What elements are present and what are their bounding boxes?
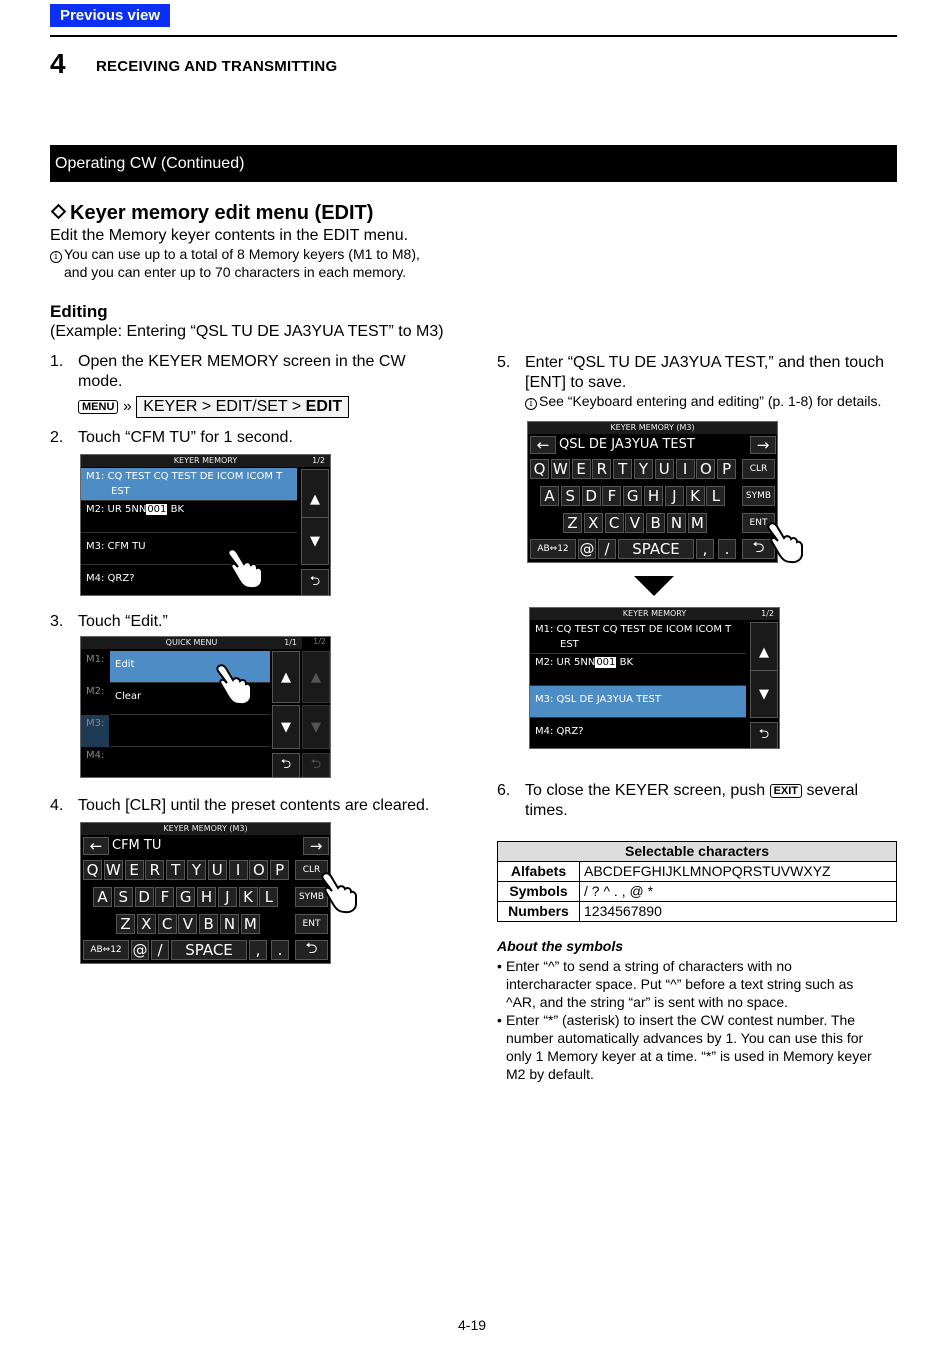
key-dot[interactable]: .	[271, 940, 289, 960]
menu-item-clear[interactable]: Clear	[110, 683, 270, 715]
cursor-left-button[interactable]: ←	[530, 436, 556, 454]
step-5-note-text: See “Keyboard entering and editing” (p. 1-8) for details.	[539, 393, 882, 409]
key-o[interactable]: O	[249, 860, 268, 880]
top-rule	[50, 35, 897, 37]
m2-text: M2: UR 5NN	[86, 504, 147, 515]
memory-row-m2[interactable]	[81, 501, 297, 533]
back-button[interactable]: ⮌	[750, 722, 778, 749]
cursor-right-button[interactable]: →	[303, 837, 329, 855]
key-k[interactable]: K	[686, 486, 705, 506]
cursor-left-button[interactable]: ←	[83, 837, 109, 855]
memory-row-m3[interactable]: M3: CFM TU	[81, 533, 297, 565]
kb1-header: KEYER MEMORY (M3)	[81, 823, 330, 835]
bullet-line: Enter “^” to send a string of characters with no	[506, 958, 792, 974]
step-5-note	[525, 392, 881, 410]
menu-key: MENU	[78, 400, 118, 414]
space-button[interactable]: SPACE	[618, 539, 694, 559]
hand-pointer-icon	[766, 520, 806, 564]
key-b[interactable]: B	[646, 513, 665, 533]
menu-item-empty-1	[110, 715, 270, 747]
step-6-text	[525, 781, 858, 801]
section-bar: Operating CW (Continued)	[50, 145, 897, 182]
note-line-1	[50, 245, 420, 263]
about-bullet-2	[497, 1011, 902, 1083]
exit-key: EXIT	[770, 784, 802, 798]
behind-m2: M2:	[86, 686, 105, 697]
about-title: About the symbols	[497, 938, 624, 954]
down-triangle-icon	[634, 576, 674, 596]
menu-scroll-down-button[interactable]: ▼	[272, 705, 300, 749]
step-5-text: Enter “QSL TU DE JA3YUA TEST,” and then touch	[525, 354, 884, 371]
table-row	[498, 902, 897, 922]
memory-row-m2[interactable]	[530, 654, 746, 686]
key-d[interactable]: D	[582, 486, 601, 506]
key-o[interactable]: O	[696, 459, 715, 479]
key-v[interactable]: V	[625, 513, 644, 533]
key-z[interactable]: Z	[116, 914, 135, 934]
scroll-down-button[interactable]: ▼	[750, 670, 778, 718]
quick-menu-title: QUICK MENU	[165, 638, 218, 647]
key-q[interactable]: Q	[530, 459, 549, 479]
m2-highlight: 001	[596, 657, 616, 668]
screen-page: 1/2	[761, 609, 774, 618]
back-button[interactable]: ⮌	[301, 569, 329, 596]
step-6-number: 6.	[497, 782, 511, 799]
about-bullet-1	[497, 957, 902, 1011]
key-comma[interactable]: ,	[696, 539, 714, 559]
menu-item-empty-2	[110, 747, 270, 778]
key-h[interactable]: H	[644, 486, 663, 506]
step-4-text: Touch [CLR] until the preset contents are cleared.	[78, 797, 430, 814]
heading-text: Keyer memory edit menu (EDIT)	[70, 202, 374, 224]
info-icon: i	[525, 398, 537, 410]
space-button[interactable]: SPACE	[171, 940, 247, 960]
behind-page: 1/2	[313, 637, 326, 646]
menu-path-text: KEYER > EDIT/SET >	[143, 398, 306, 415]
key-t[interactable]: T	[613, 459, 632, 479]
page-number: 4-19	[458, 1317, 487, 1333]
key-v[interactable]: V	[178, 914, 197, 934]
bullet-line: Enter “*” (asterisk) to insert the CW contest number. The	[506, 1012, 856, 1028]
m1-text: M1: CQ TEST CQ TEST DE ICOM ICOM T	[86, 471, 283, 482]
m2-text-2: BK	[616, 657, 634, 668]
key-x[interactable]: X	[584, 513, 603, 533]
key-z[interactable]: Z	[563, 513, 582, 533]
key-g[interactable]: G	[623, 486, 642, 506]
section-heading	[50, 202, 373, 225]
step-6-text-b: several	[806, 782, 859, 799]
diamond-icon	[51, 204, 67, 220]
bullet-mark: •	[497, 1012, 502, 1028]
key-r[interactable]: R	[145, 860, 164, 880]
note-text: You can use up to a total of 8 Memory keyers (M1 to M8),	[64, 246, 420, 262]
row-value: / ? ^ . , @ *	[580, 882, 897, 902]
key-l[interactable]: L	[259, 887, 278, 907]
key-c[interactable]: C	[158, 914, 177, 934]
editing-title: Editing	[50, 302, 108, 321]
table-row	[498, 882, 897, 902]
screen-header	[530, 608, 779, 620]
key-m[interactable]: M	[241, 914, 260, 934]
chapter-title: RECEIVING AND TRANSMITTING	[96, 58, 338, 75]
step-6-text-2: times.	[525, 802, 568, 819]
key-m[interactable]: M	[688, 513, 707, 533]
row-label: Numbers	[498, 902, 580, 922]
ent-button[interactable]: ENT	[742, 513, 775, 533]
hand-pointer-icon	[226, 546, 266, 590]
key-j[interactable]: J	[665, 486, 684, 506]
step-1-text-2: mode.	[78, 373, 123, 390]
key-h[interactable]: H	[197, 887, 216, 907]
behind-m3: M3:	[81, 715, 109, 747]
key-k[interactable]: K	[239, 887, 258, 907]
step-1-path	[78, 396, 349, 418]
key-n[interactable]: N	[220, 914, 239, 934]
m1-text: M1: CQ TEST CQ TEST DE ICOM ICOM T	[535, 624, 732, 635]
path-separator: »	[122, 398, 132, 415]
step-1-number: 1.	[50, 353, 64, 370]
m2-text-2: BK	[167, 504, 185, 515]
symb-button[interactable]: SYMB	[742, 486, 775, 506]
key-x[interactable]: X	[137, 914, 156, 934]
clr-button[interactable]: CLR	[295, 860, 328, 880]
table-header-row	[498, 842, 897, 862]
menu-path-edit: EDIT	[305, 398, 343, 415]
key-at[interactable]: @	[579, 540, 595, 558]
step-3-number: 3.	[50, 613, 64, 630]
mode-toggle-button[interactable]: AB⇔12	[530, 539, 576, 559]
key-t[interactable]: T	[166, 860, 185, 880]
quick-menu-screen	[80, 636, 331, 778]
intro-text: Edit the Memory keyer contents in the EDIT menu.	[50, 227, 409, 244]
behind-m4: M4:	[86, 750, 105, 761]
bullet-mark: •	[497, 958, 502, 974]
key-w[interactable]: W	[104, 860, 123, 880]
key-slash[interactable]: /	[598, 539, 616, 559]
scroll-up-button[interactable]: ▲	[301, 469, 329, 529]
key-slash[interactable]: /	[151, 940, 169, 960]
ent-button[interactable]: ENT	[295, 914, 328, 934]
row-value: ABCDEFGHIJKLMNOPQRSTUVWXYZ	[580, 862, 897, 882]
key-g[interactable]: G	[176, 887, 195, 907]
screen-title: KEYER MEMORY	[622, 609, 687, 618]
key-f[interactable]: F	[602, 486, 621, 506]
key-i[interactable]: I	[229, 860, 248, 880]
key-e[interactable]: E	[125, 860, 144, 880]
behind-scroll-up: ▲	[302, 651, 330, 703]
bullet-line: M2 by default.	[506, 1066, 594, 1082]
selectable-characters-table	[497, 841, 897, 922]
hand-pointer-icon	[215, 662, 255, 706]
menu-path	[136, 396, 349, 418]
screen-page: 1/2	[312, 456, 325, 465]
bullet-line: ^AR, and the string “ar” is sent with no space.	[506, 994, 789, 1010]
quick-menu-header	[81, 637, 302, 649]
key-l[interactable]: L	[706, 486, 725, 506]
key-e[interactable]: E	[572, 459, 591, 479]
key-a[interactable]: A	[93, 887, 112, 907]
key-w[interactable]: W	[551, 459, 570, 479]
key-at[interactable]: @	[132, 941, 148, 959]
key-i[interactable]: I	[676, 459, 695, 479]
step-6-text-a: To close the KEYER screen, push	[525, 782, 766, 799]
key-n[interactable]: N	[667, 513, 686, 533]
menu-back-button[interactable]: ⮌	[272, 753, 300, 778]
menu-scroll-up-button[interactable]: ▲	[272, 651, 300, 703]
key-b[interactable]: B	[199, 914, 218, 934]
m1-text-2: EST	[111, 486, 130, 497]
backspace-button[interactable]: ⮌	[295, 940, 328, 960]
memory-row-m1[interactable]	[81, 468, 297, 501]
behind-back: ⮌	[302, 753, 330, 778]
bullet-line: only 1 Memory keyer at a time. “*” is used in Memory keyer	[506, 1048, 872, 1064]
key-p[interactable]: P	[270, 860, 289, 880]
key-c[interactable]: C	[605, 513, 624, 533]
keyboard-screen-2	[527, 421, 778, 563]
key-y[interactable]: Y	[187, 860, 206, 880]
symb-button[interactable]: SYMB	[295, 887, 328, 907]
m2-highlight: 001	[147, 504, 167, 515]
keyer-memory-screen-2	[529, 607, 780, 749]
key-f[interactable]: F	[155, 887, 174, 907]
scroll-down-button[interactable]: ▼	[301, 517, 329, 565]
step-2-number: 2.	[50, 429, 64, 446]
key-d[interactable]: D	[135, 887, 154, 907]
editing-example: (Example: Entering “QSL TU DE JA3YUA TEST” to M3)	[50, 323, 444, 340]
backspace-button[interactable]: ⮌	[742, 539, 775, 559]
memory-row-m4[interactable]: M4: QRZ?	[535, 726, 584, 737]
step-5-text-2: [ENT] to save.	[525, 374, 627, 391]
m1-text-2: EST	[560, 639, 579, 650]
text-entry-field[interactable]: QSL DE JA3YUA TEST	[559, 437, 695, 452]
m2-text: M2: UR 5NN	[535, 657, 596, 668]
row-value: 1234567890	[580, 902, 897, 922]
step-1-text: Open the KEYER MEMORY screen in the CW	[78, 353, 406, 370]
mode-toggle-button[interactable]: AB⇔12	[83, 940, 129, 960]
hand-pointer-icon	[320, 870, 360, 914]
behind-m1: M1:	[86, 654, 105, 665]
chapter-number: 4	[50, 48, 66, 79]
memory-row-m4[interactable]: M4: QRZ?	[86, 573, 135, 584]
key-j[interactable]: J	[218, 887, 237, 907]
table-header: Selectable characters	[498, 842, 897, 862]
key-r[interactable]: R	[592, 459, 611, 479]
screen-header	[81, 455, 330, 467]
behind-scroll-down: ▼	[302, 705, 330, 749]
key-y[interactable]: Y	[634, 459, 653, 479]
clr-button[interactable]: CLR	[742, 459, 775, 479]
note-line-2: and you can enter up to 70 characters in each memory.	[64, 264, 407, 280]
key-dot[interactable]: .	[718, 539, 736, 559]
step-5-number: 5.	[497, 354, 511, 371]
step-4-number: 4.	[50, 797, 64, 814]
bullet-line: number automatically advances by 1. You can use this for	[506, 1030, 864, 1046]
key-q[interactable]: Q	[83, 860, 102, 880]
key-comma[interactable]: ,	[249, 940, 267, 960]
key-u[interactable]: U	[208, 860, 227, 880]
step-2-text: Touch “CFM TU” for 1 second.	[78, 429, 293, 446]
cursor-right-button[interactable]: →	[750, 436, 776, 454]
screen-title: KEYER MEMORY	[173, 456, 238, 465]
row-label: Symbols	[498, 882, 580, 902]
key-p[interactable]: P	[717, 459, 736, 479]
info-icon: i	[50, 251, 62, 263]
key-s[interactable]: S	[114, 887, 133, 907]
quick-menu-page: 1/1	[284, 638, 297, 647]
key-u[interactable]: U	[655, 459, 674, 479]
step-3-text: Touch “Edit.”	[78, 613, 168, 630]
previous-view-button[interactable]: Previous view	[50, 4, 170, 27]
kb2-header: KEYER MEMORY (M3)	[528, 422, 777, 434]
menu-item-edit[interactable]: Edit	[110, 651, 270, 683]
key-s[interactable]: S	[561, 486, 580, 506]
keyboard-screen-1	[80, 822, 331, 964]
row-label: Alfabets	[498, 862, 580, 882]
bullet-line: intercharacter space. Put “^” before a text string such as	[506, 976, 854, 992]
keyer-memory-screen-1	[80, 454, 331, 596]
memory-row-m1[interactable]	[530, 621, 746, 654]
table-row	[498, 862, 897, 882]
text-entry-field[interactable]: CFM TU	[112, 838, 162, 853]
key-a[interactable]: A	[540, 486, 559, 506]
memory-row-m3[interactable]: M3: QSL DE JA3YUA TEST	[530, 686, 746, 718]
scroll-up-button[interactable]: ▲	[750, 622, 778, 682]
